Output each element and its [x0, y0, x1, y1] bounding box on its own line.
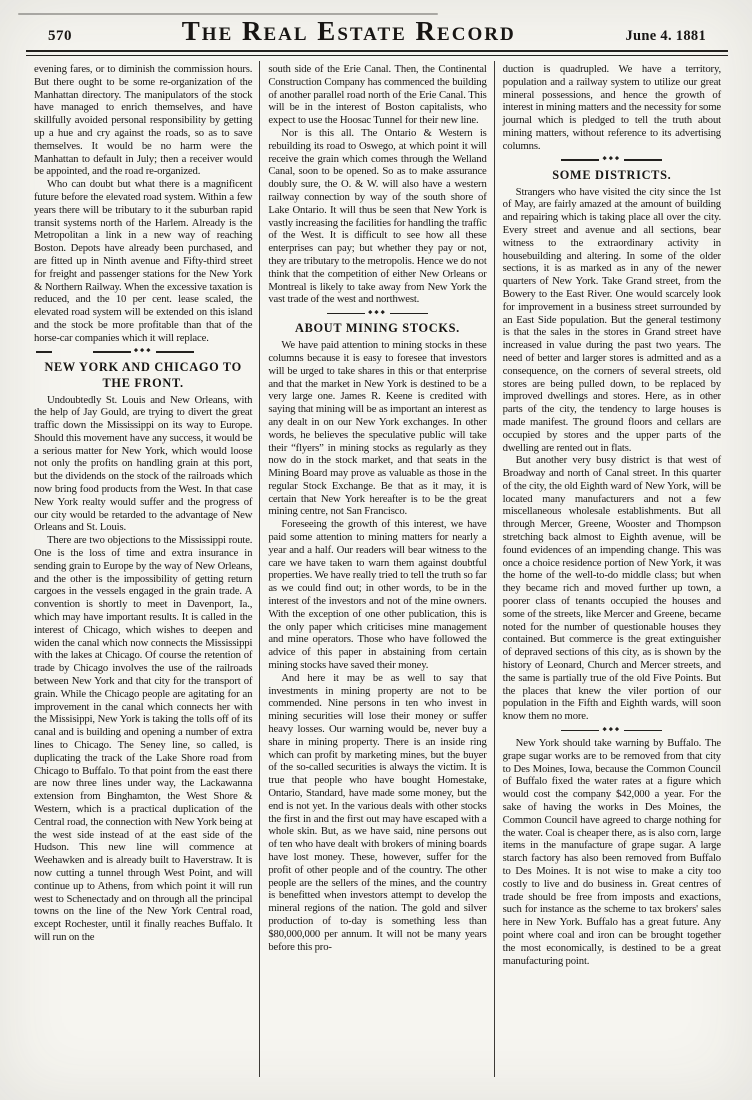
masthead-title: The Real Estate Record	[181, 16, 516, 46]
ornament-line	[624, 730, 662, 731]
paragraph: Foreseeing the growth of this interest, we have paid some attention to mining matters for nearly a year and a half. Our readers will bear witness to the care we have taken to warn them against doubtful properties. We have really tried to tell the truth so far as we could find out; in other words, to be in the interest of the investors and not of the mine owners. With the exception of one other publication, this is the only paper which criticises mine management and mine operators. Those who have followed the advice of this paper in abstaining from certain mining stocks have saved their money.	[268, 518, 487, 672]
column-1	[26, 61, 259, 1077]
scan-artifact-line	[18, 13, 438, 15]
article-heading: ABOUT MINING STOCKS.	[295, 321, 460, 336]
paragraph: duction is quadrupled. We have a territory, population and a railway system to utilize our great mineral possessions, and hence the growth of interest in mining matters and the necessity for some journal which is pledged to tell the truth about mining matters, without reference to its advertising columns.	[502, 63, 721, 152]
paragraph: evening fares, or to diminish the commission hours. But there ought to be some re-organization of the Manhattan directory. The manipulators of the stock have managed to enrich themselves, and have skillfully avoided personal responsibility by getting up a hue and cry against the roads, so as to save themselves. It would be no harm were the Manhattan to default in July; then a receiver would be appointed, and the road re-organized.	[34, 63, 253, 178]
article-columns	[26, 61, 728, 1077]
divider-ornament-icon	[93, 349, 194, 355]
divider-ornament-icon	[561, 728, 662, 734]
section-divider	[34, 348, 252, 357]
ornament-line	[390, 313, 428, 314]
divider-ornament-icon	[327, 311, 428, 317]
section-divider	[268, 309, 486, 318]
section-divider	[503, 726, 721, 735]
paragraph: And here it may be as well to say that investments in mining property are not to be commended. Nine persons in ten who invest in mining securities will lose their money or suffer heavy losses. Our warning would be, never buy a share in mining property. There is an inside ring which can profit by marketing mines, but the buyer of the so-called securities is always the victim. It is true that people who have bought Homestake, Ontario, Standard, have made some money, but the end is not yet. In the various deals with other stocks the first in and the first out may have escaped with a whole skin. But, as we have said, nine persons out of ten who have dealt with brokers of mining boards have lost money. These, however, suffer for the profit of other people and of the country. The other people are the sellers of the mines, and the country is benefitted when investors attempt to develop the mineral regions of the nation. The gold and silver production of to-day is something less than $80,000,000 per annum. It will not be many years before this pro-	[268, 671, 487, 953]
ornament-line	[327, 313, 365, 314]
issue-date: June 4. 1881	[625, 28, 706, 44]
ornament-line	[624, 159, 662, 160]
ornament-line	[561, 730, 599, 731]
ornament-diamonds-icon: ◆◆◆	[602, 726, 622, 733]
paragraph: New York should take warning by Buffalo. The grape sugar works are to be removed from that city to Des Moines, Iowa, because the Common Council of Buffalo fixed the water rates at a figure which would cost the company $42,000 a year. For the sake of having the works in Des Moines, the Common Council have agreed to charge nothing for the water. Coal is cheaper there, as is also corn, large items in the manufacture of grape sugar. A large starch factory has also been removed from Buffalo to Des Moines. It is not wise to make a city too costly to live and do business in. Great centres of trade should be free from imposts and exactions, such for instance as the scheme to tax brokers' sales here in New York. Buffalo has a great future. Any point where coal and iron can be brought together the most economically, is destined to be a great manufacturing point.	[502, 737, 721, 967]
ornament-diamonds-icon: ◆◆◆	[602, 155, 622, 162]
page-header	[26, 10, 728, 45]
ornament-line	[93, 351, 131, 352]
column-3	[494, 61, 728, 1077]
paragraph: south side of the Erie Canal. Then, the Continental Construction Company has commenced the building of another parallel road north of the Erie Canal. This will be in the interest of Boston capitalists, who expect to use the Hoosac Tunnel for their new line.	[268, 63, 487, 127]
article-heading: NEW YORK AND CHICAGO TO THE FRONT.	[44, 359, 242, 390]
paragraph: But another very busy district is that west of Broadway and north of Canal street. In this quarter of the city, the old Eighth ward of New York, will be located many manufacturers and not a few miscellaneous wholesale establishments. But all through Mercer, Greene, Wooster and Thompson stretching back almost to Eighth avenue, will be found evidences of an impending change. This was once a choice residence portion of New York, it was the home of the well-to-do middle class; but when they became rich and moved further up town, a poorer class of tenants occupied the houses and some of the streets, like Mercer and Greene, became noted for the number of questionable houses they contained. But commerce is the great extinguisher of depraved sections of this city, as is shown by the history of Leonard, Church and Mercer streets, and the same is partially true of the old Five Points. But the places that knew the viler portion of our population in the Fifth and Eighth wards, will soon know them no more.	[502, 454, 721, 723]
paragraph: Strangers who have visited the city since the 1st of May, are fairly amazed at the amount of building and repairing which is taking place all over the city. Every street and avenue and all sections, bear witness to the extraordinary activity in housebuilding and altering. In some of the older sections, it is as marked as in any of the newer quarters of New York. Take Grand street, from the Bowery to the East River. One would scarcely look for improvement in a business street surrounded by an East Side population. But the general testimony is that the sales in the stores in Grand street have increased in value during the past two years. The need of better and larger stores is admitted and as a consequence, on the corners of several streets, old stores are being pulled down, to be replaced by improved dwellings and stores. Here, as in other parts of the city, the tendency to large houses is made manifest. The ground floors and cellars are occupied by stores and the upper parts of the dwelling are rented out in flats.	[502, 185, 721, 454]
end-of-article-dash	[36, 351, 52, 354]
column-2	[259, 61, 493, 1077]
ornament-diamonds-icon: ◆◆◆	[368, 309, 387, 316]
paragraph: There are two objections to the Mississippi route. One is the loss of time and extra insurance in sending grain to Europe by the way of New Orleans, and the other is the impossibility of getting return cargoes in the vessels engaged in the grain trade. A convention is shortly to meet in Davenport, Ia., which may have important results. It is called in the interest of Chicago, which wishes to deepen and widen the canal which now connects the Mississippi with the lakes at Chicago. Of course the retention of trade by Chicago involves the use of the railroads between New York and that city for the transport of grain. While the Chicago people are agitating for an improvement in the canal which connects her with the Missisippi, New York is taking the tolls off of its canal and is building and opening a number of extra lines to Chicago. The Seney line, so called, is duplicating the track of the Lake Shore road from Chicago to Buffalo. To that point from the east there are now three lines under way, the Lackawanna extension from Binghamton, the West Shore & Western, which is a practical duplication of the Central road, the connection with New York being at the west side instead of at the east side of the Hudson. This new line will commence at Weehawken and is already built to Haverstraw. It is now cutting a tunnel through West Point, and will continue up to Athens, from which point it will run west to Schenectady and on through all the principal towns on the line of the New York Central road, except Rochester, until it finally reaches Buffalo. It will run on the	[34, 534, 253, 943]
paragraph: We have paid attention to mining stocks in these columns because it is easy to foresee that investors will be urged to take shares in this or that enterprise and that the market in New York is destined to be a very large one. James R. Keene is credited with saying that mining will be as important an interest as any dealt in on our New York exchanges. In other words, he believes the speculative public will take their “flyers” in mining stocks as regularly as they now do in the stock market, and that seats in the Mining Board may prove as valuable as those in the regular Stock Exchange. Be that as it may, it is certain that New York hereafter is to be the great mining centre, not San Francisco.	[268, 339, 487, 518]
paragraph: Nor is this all. The Ontario & Western is rebuilding its road to Oswego, at which point it will receive the grain which comes through the Welland Canal, soon to be opened. So as to make assurance doubly sure, the O. & W. will also have a western railway connection by way of the south shore of Lake Ontario. It will thus be seen that New York is vastly increasing the facilities for handling the traffic of the West. It is difficult to see how all these enterprises can pay; but whether they pay or not, they are tributary to the metropolis. Hence we do not think that the competition of either New Orleans or Montreal is likely to take away from New York the vast trade of the west and northwest.	[268, 126, 487, 306]
paragraph: Who can doubt but what there is a magnificent future before the elevated road system. Within a few years there will be tributary to it the suburban rapid transit systems north of the Harlem. Already is the Metropolitan a link in a new way of reaching Boston. Depots have already been purchased, and are fitted up in Ninth avenue and Fifty-third street for freight and passenger stations for the New York & Northern Railway. When the excessive taxation is reduced, and the 10 per cent. lease scaled, the elevated road system will be extended on this island and the stock be more profitable than that of the horse-car companies which it will replace.	[34, 178, 253, 344]
header-rule	[26, 50, 728, 56]
page-number: 570	[48, 28, 72, 44]
ornament-diamonds-icon: ◆◆◆	[133, 347, 153, 354]
ornament-line	[156, 351, 194, 352]
section-divider	[503, 156, 721, 165]
paragraph: Undoubtedly St. Louis and New Orleans, with the help of Jay Gould, are trying to divert the great traffic down the Mississippi on its way to Europe. Should this movement have any success, it would be a serious matter for New York, which would loose not only the profits on handling grain at this port, but the dividends on the stock of the railroads which now bring food products from the West. In that case New York realty would suffer and the progress of our city would be retarded to the advantage of New Orleans and St. Louis.	[34, 393, 253, 534]
divider-ornament-icon	[561, 157, 662, 163]
article-heading: SOME DISTRICTS.	[552, 167, 672, 182]
ornament-line	[561, 159, 599, 160]
